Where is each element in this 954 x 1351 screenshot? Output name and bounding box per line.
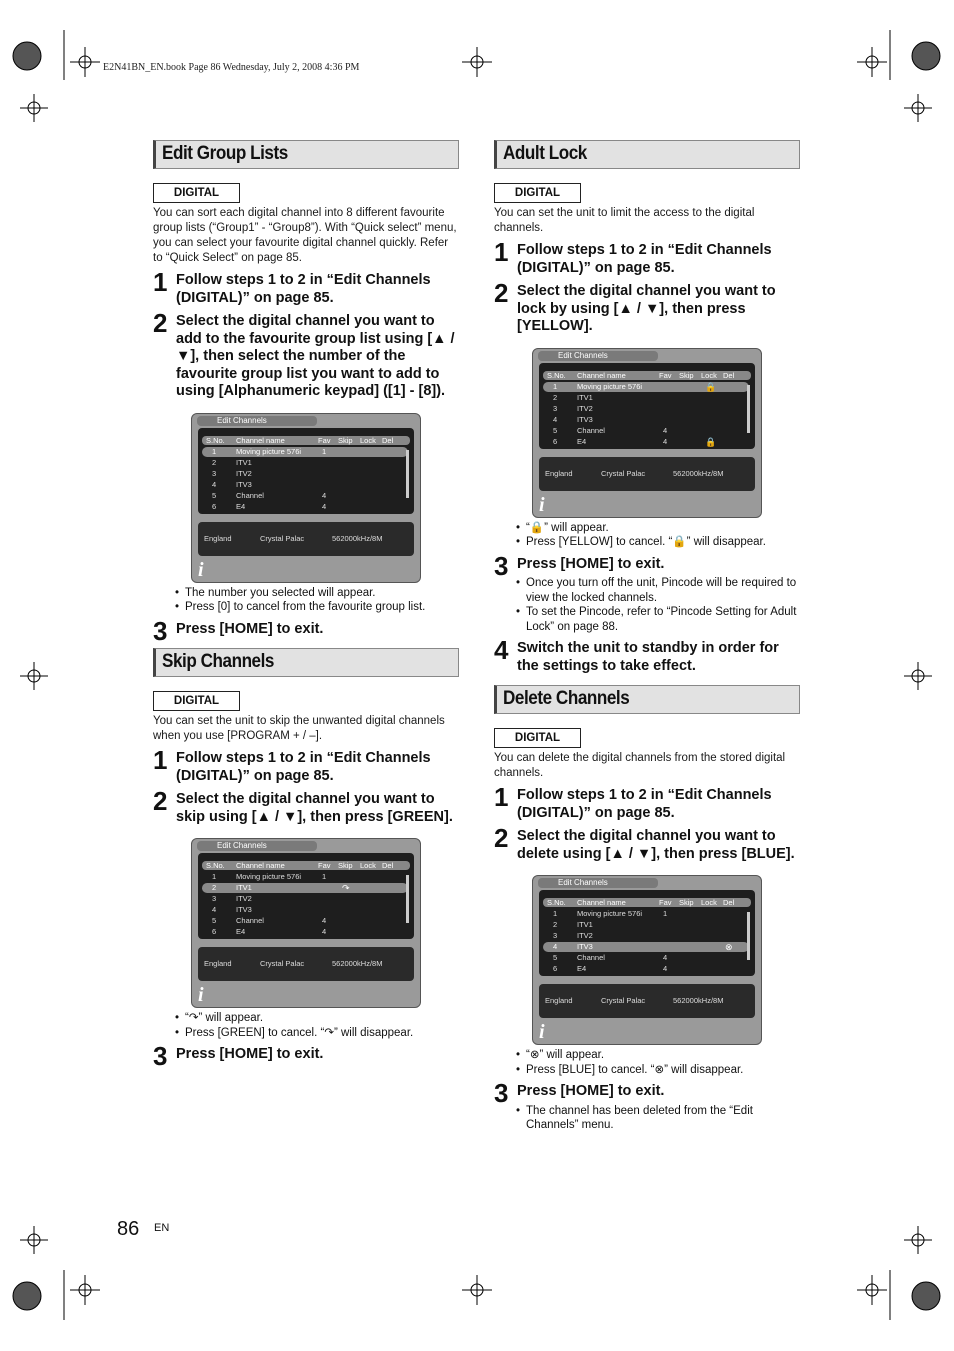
channel-row[interactable]: 2 ITV1 [553,392,593,402]
lock-icon: 🔒 [705,436,717,447]
step-1: 1 Follow steps 1 to 2 in “Edit Channels (DIGITAL)” on page 85. [494,237,772,276]
info-icon: i [198,558,204,581]
page-number: 86 [117,1218,140,1240]
section-title-delete: Delete Channels [494,685,800,714]
note-item: • Press [GREEN] to cancel. “↷” will disappear. [175,1026,459,1041]
adult-intro: You can set the unit to limit the access to the digital channels. [494,207,755,234]
note-item: • To set the Pincode, refer to “Pincode Setting for Adult Lock” on page 88. [516,605,800,634]
digital-badge: DIGITAL [153,691,240,711]
channel-info-footer: England Crystal Palac 562000kHz/8M [198,947,414,981]
channel-row[interactable]: 1 Moving picture 576i 1 [553,909,668,918]
scrollbar[interactable] [747,912,750,960]
channel-list-header: S.No. Channel name Fav Skip Lock Del [202,436,410,445]
step-2: 2 Select the digital channel you want to delete using [▲ / ▼], then press [BLUE]. [494,823,795,862]
screen-tab: Edit Channels [197,841,317,851]
screen-tab: Edit Channels [197,416,317,426]
skip-notes [153,1011,459,1040]
channel-row[interactable]: 2 ITV1 [553,920,593,929]
step-1: 1 Follow steps 1 to 2 in “Edit Channels (DIGITAL)” on page 85. [153,745,431,784]
channel-row[interactable]: 3 ITV2 [212,468,252,478]
step-2: 2 Select the digital channel you want to lock by using [▲ / ▼], then press [YELLOW]. [494,278,776,334]
skip-intro: You can set the unit to skip the unwanted digital channels when you use [PROGRAM + / –]. [153,715,445,742]
channel-list-header: S.No. Channel name Fav Skip Lock Del [543,898,751,907]
digital-badge: DIGITAL [153,183,240,203]
note-item: • “↷” will appear. [175,1011,459,1026]
edit-channels-screen-skip [191,838,421,1008]
step-3: 3 Press [HOME] to exit. [153,1041,324,1071]
channel-row[interactable]: 2 ITV1 [212,457,252,467]
note-item: • Press [0] to cancel from the favourite group list. [175,600,459,615]
info-icon: i [539,1021,545,1043]
channel-row[interactable]: 1 Moving picture 576i 1 [202,447,408,457]
step-3: 3 Press [HOME] to exit. [153,615,324,646]
scrollbar[interactable] [406,875,409,923]
channel-row[interactable]: 1 Moving picture 576i 🔒 [543,382,749,392]
channel-list-header: S.No. Channel name Fav Skip Lock Del [543,371,751,380]
channel-row[interactable]: 4 ITV3 [212,479,252,489]
skip-icon: ↷ [342,883,350,893]
channel-info-footer: England Crystal Palac 562000kHz/8M [198,522,414,556]
edit-group-notes [153,586,459,615]
channel-row[interactable]: 3 ITV2 [212,894,252,903]
delete-notes [494,1048,800,1077]
print-header: E2N41BN_EN.book Page 86 Wednesday, July 2, 2008 4:36 PM [103,62,360,73]
channel-list-header: S.No. Channel name Fav Skip Lock Del [202,861,410,870]
channel-list-panel [198,428,414,514]
channel-list-panel [539,890,755,976]
info-icon: i [198,984,204,1006]
channel-row[interactable]: 6 E4 4 [212,501,327,511]
step-3: 3 Press [HOME] to exit. [494,1078,665,1108]
channel-row[interactable]: 6 E4 4 🔒 [553,436,717,447]
channel-row[interactable]: 5 Channel 4 [553,425,668,435]
section-title-skip: Skip Channels [153,648,459,677]
scrollbar[interactable] [747,385,750,433]
note-item: • “⊗” will appear. [516,1048,800,1063]
screen-tab: Edit Channels [538,878,658,888]
lock-icon: 🔒 [705,381,717,392]
note-item: • The channel has been deleted from the “Edit Channels” menu. [516,1104,800,1133]
digital-badge: DIGITAL [494,183,581,203]
step-1: 1 Follow steps 1 to 2 in “Edit Channels (DIGITAL)” on page 85. [494,782,772,821]
channel-row[interactable]: 2 ITV1 ↷ [202,883,408,893]
step-4: 4 Switch the unit to standby in order for the settings to take effect. [494,635,779,674]
step-3: 3 Press [HOME] to exit. [494,550,665,581]
channel-row[interactable]: 4 ITV3 ⊗ [543,942,749,952]
note-item: • The number you selected will appear. [175,586,459,601]
section-title-edit-group: Edit Group Lists [153,140,459,169]
right-column [494,140,800,1133]
note-item: • Press [BLUE] to cancel. “⊗” will disappear. [516,1063,800,1078]
channel-row[interactable]: 6 E4 4 [212,927,327,936]
edit-channels-screen-group [191,413,421,583]
note-item: • Once you turn off the unit, Pincode will be required to view the locked channels. [516,576,800,605]
adult-notes-2 [494,576,800,634]
channel-row[interactable]: 5 Channel 4 [212,916,327,925]
info-icon: i [539,493,545,516]
channel-row[interactable]: 1 Moving picture 576i 1 [212,872,327,881]
channel-row[interactable]: 6 E4 4 [553,964,668,973]
delete-intro: You can delete the digital channels from the stored digital channels. [494,752,786,779]
left-column [153,140,459,1071]
channel-info-footer: England Crystal Palac 562000kHz/8M [539,984,755,1018]
screen-tab: Edit Channels [538,351,658,361]
step-2: 2 Select the digital channel you want to skip using [▲ / ▼], then press [GREEN]. [153,786,453,825]
delete-icon: ⊗ [725,942,733,952]
edit-channels-screen-delete [532,875,762,1045]
channel-row[interactable]: 3 ITV2 [553,931,593,940]
channel-row[interactable]: 5 Channel 4 [553,953,668,962]
section-title-adult-lock: Adult Lock [494,140,800,169]
channel-row[interactable]: 5 Channel 4 [212,490,327,500]
delete-notes-2 [494,1104,800,1133]
channel-row[interactable]: 4 ITV3 [553,414,593,424]
step-2: 2 Select the digital channel you want to add to the favourite group list using [▲ / ▼], then select the number of the favourite group list you want to add to using [Alphanumeric keypad] ([1] - [8]). [153,308,455,399]
digital-badge: DIGITAL [494,728,581,748]
edit-channels-screen-lock [532,348,762,518]
channel-list-panel [198,853,414,939]
page-language: EN [154,1222,170,1234]
note-item: • Press [YELLOW] to cancel. “🔒” will disappear. [516,535,800,550]
adult-notes [494,521,800,550]
scrollbar[interactable] [406,450,409,498]
channel-row[interactable]: 4 ITV3 [212,905,252,914]
step-1: 1 Follow steps 1 to 2 in “Edit Channels (DIGITAL)” on page 85. [153,267,431,306]
channel-info-footer: England Crystal Palac 562000kHz/8M [539,457,755,491]
channel-row[interactable]: 3 ITV2 [553,403,593,413]
channel-list-panel [539,363,755,449]
edit-group-intro: You can sort each digital channel into 8 different favourite group lists (“Group1” - “Group8”). With “Quick select” menu, you can select your favourite digital channel quickly. Refer to “Quick Select” on page 85. [153,207,457,264]
note-item: • “🔒” will appear. [516,521,800,536]
